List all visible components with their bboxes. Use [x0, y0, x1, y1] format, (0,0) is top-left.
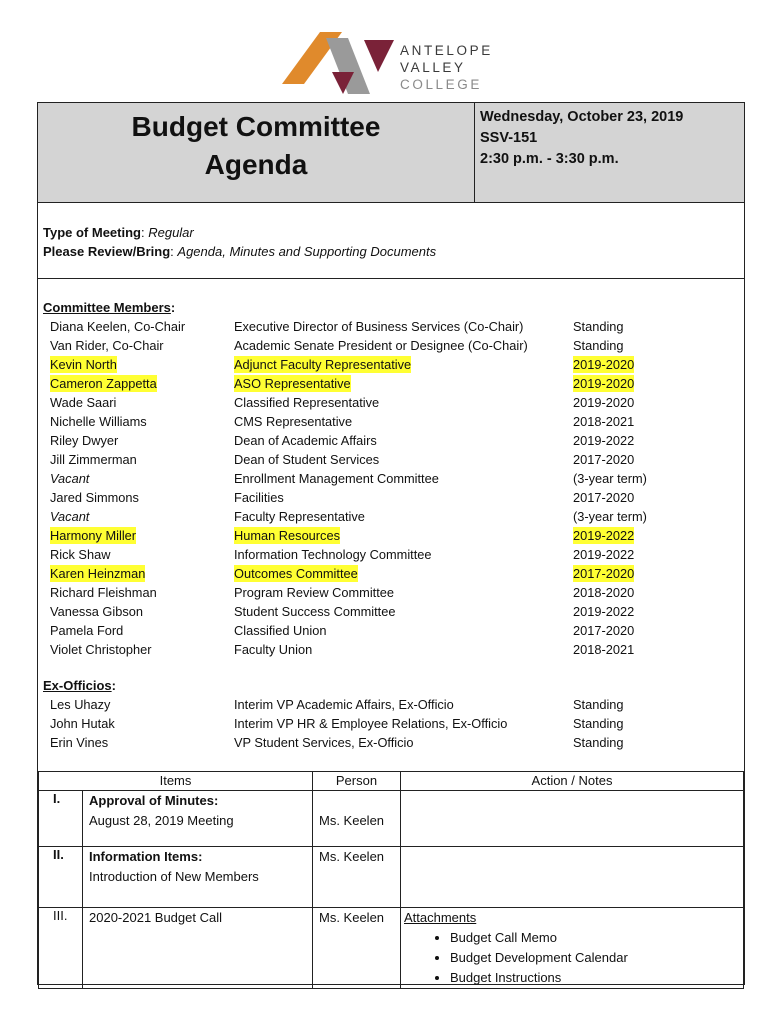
member-term: Standing — [573, 319, 624, 334]
agenda-document — [37, 102, 745, 985]
item-cell — [83, 847, 313, 908]
notes-column-header: Action / Notes — [401, 772, 744, 791]
person-column-header: Person — [313, 772, 401, 791]
member-name: Jill Zimmerman — [50, 452, 137, 467]
member-row — [50, 489, 740, 508]
ex-officios-heading: Ex-Officios: — [43, 678, 116, 693]
member-name: Van Rider, Co-Chair — [50, 338, 164, 353]
member-role: ASO Representative — [234, 376, 351, 391]
agenda-header-row — [39, 772, 744, 791]
member-row — [50, 432, 740, 451]
member-term: 2019-2020 — [573, 376, 635, 391]
meeting-time: 2:30 p.m. - 3:30 p.m. — [480, 151, 619, 167]
member-row — [50, 603, 740, 622]
section-divider — [38, 278, 744, 279]
member-name: Diana Keelen, Co-Chair — [50, 319, 186, 334]
agenda-row — [39, 791, 744, 847]
member-role: Enrollment Management Committee — [234, 471, 439, 486]
member-term: 2017-2020 — [573, 452, 635, 467]
member-role: Program Review Committee — [234, 585, 395, 600]
member-name: Vanessa Gibson — [50, 604, 143, 619]
member-name: Karen Heinzman — [50, 566, 146, 581]
item-notes — [401, 791, 744, 847]
committee-members-list — [50, 318, 740, 660]
member-term: 2019-2022 — [573, 604, 635, 619]
member-term: 2019-2022 — [573, 433, 635, 448]
member-row — [50, 451, 740, 470]
member-row — [50, 527, 740, 546]
member-row — [50, 318, 740, 337]
member-row — [50, 413, 740, 432]
committee-members-heading: Committee Members: — [43, 300, 176, 315]
member-name: Les Uhazy — [50, 697, 111, 712]
member-row — [50, 337, 740, 356]
member-role: Interim VP Academic Affairs, Ex-Officio — [234, 697, 454, 712]
member-term: Standing — [573, 716, 624, 731]
member-row — [50, 734, 740, 753]
member-row — [50, 394, 740, 413]
member-row — [50, 696, 740, 715]
member-row — [50, 546, 740, 565]
member-term: 2017-2020 — [573, 490, 635, 505]
member-role: Interim VP HR & Employee Relations, Ex-Officio — [234, 716, 508, 731]
member-name: Jared Simmons — [50, 490, 139, 505]
member-role: Executive Director of Business Services (Co-Chair) — [234, 319, 524, 334]
member-term: (3-year term) — [573, 509, 647, 524]
member-term: (3-year term) — [573, 471, 647, 486]
agenda-row — [39, 908, 744, 989]
member-name: Wade Saari — [50, 395, 117, 410]
logo-line-1: ANTELOPE — [400, 43, 493, 58]
member-role: VP Student Services, Ex-Officio — [234, 735, 414, 750]
item-title: Approval of Minutes: — [89, 793, 219, 808]
item-title: 2020-2021 Budget Call — [83, 908, 313, 989]
member-term: Standing — [573, 735, 624, 750]
member-term: Standing — [573, 338, 624, 353]
member-name: Vacant — [50, 471, 90, 486]
logo-wordmark — [400, 42, 493, 93]
meeting-bring: Please Review/Bring: Agenda, Minutes and Supporting Documents — [43, 244, 437, 259]
member-role: Adjunct Faculty Representative — [234, 357, 412, 372]
title-line-2: Agenda — [204, 149, 308, 180]
member-name: John Hutak — [50, 716, 115, 731]
member-role: CMS Representative — [234, 414, 353, 429]
member-row — [50, 641, 740, 660]
title-line-1: Budget Committee — [131, 111, 381, 142]
member-name: Cameron Zappetta — [50, 376, 157, 391]
member-name: Vacant — [50, 509, 90, 524]
member-term: 2019-2022 — [573, 547, 635, 562]
member-row — [50, 356, 740, 375]
attachments-list — [404, 928, 743, 988]
member-role: Dean of Academic Affairs — [234, 433, 377, 448]
item-number: I. — [39, 791, 83, 847]
member-term: 2019-2022 — [573, 528, 635, 543]
member-row — [50, 470, 740, 489]
member-role: Classified Representative — [234, 395, 380, 410]
member-row — [50, 715, 740, 734]
member-role: Human Resources — [234, 528, 340, 543]
member-row — [50, 565, 740, 584]
member-role: Faculty Representative — [234, 509, 365, 524]
member-term: 2018-2020 — [573, 585, 635, 600]
member-row — [50, 622, 740, 641]
attachment-item: • Budget Development Calendar — [450, 948, 743, 968]
meeting-details — [480, 107, 683, 170]
member-name: Harmony Miller — [50, 528, 137, 543]
member-role: Faculty Union — [234, 642, 313, 657]
item-notes — [401, 847, 744, 908]
member-row — [50, 508, 740, 527]
agenda-table — [38, 771, 744, 989]
meeting-date: Wednesday, October 23, 2019 — [480, 109, 684, 125]
member-name: Erin Vines — [50, 735, 109, 750]
item-person: Ms. Keelen — [313, 908, 401, 989]
item-cell — [83, 791, 313, 847]
member-term: 2018-2021 — [573, 642, 635, 657]
member-term: 2017-2020 — [573, 566, 635, 581]
member-role: Information Technology Committee — [234, 547, 432, 562]
logo-line-2: VALLEY — [400, 60, 466, 75]
member-role: Outcomes Committee — [234, 566, 358, 581]
page-title — [38, 108, 474, 184]
member-name: Riley Dwyer — [50, 433, 119, 448]
item-number: II. — [39, 847, 83, 908]
item-title: Information Items: — [89, 849, 203, 864]
member-role: Classified Union — [234, 623, 327, 638]
member-name: Violet Christopher — [50, 642, 152, 657]
meeting-room: SSV-151 — [480, 130, 538, 146]
item-notes — [401, 908, 744, 989]
agenda-row — [39, 847, 744, 908]
member-role: Dean of Student Services — [234, 452, 380, 467]
meeting-type: Type of Meeting: Regular — [43, 225, 194, 240]
member-term: Standing — [573, 697, 624, 712]
member-term: 2019-2020 — [573, 357, 635, 372]
college-logo — [282, 32, 492, 102]
member-name: Kevin North — [50, 357, 117, 372]
item-subtitle: August 28, 2019 Meeting — [89, 813, 234, 828]
member-term: 2017-2020 — [573, 623, 635, 638]
member-name: Pamela Ford — [50, 623, 124, 638]
member-term: 2019-2020 — [573, 395, 635, 410]
agenda-header — [38, 103, 744, 203]
member-name: Nichelle Williams — [50, 414, 147, 429]
attachments-label: Attachments — [404, 910, 477, 925]
member-name: Richard Fleishman — [50, 585, 157, 600]
logo-mark-icon — [282, 32, 400, 102]
member-role: Academic Senate President or Designee (Co-Chair) — [234, 338, 528, 353]
member-row — [50, 375, 740, 394]
attachment-item: • Budget Call Memo — [450, 928, 743, 948]
member-role: Student Success Committee — [234, 604, 396, 619]
member-row — [50, 584, 740, 603]
items-column-header: Items — [39, 772, 313, 791]
item-person: Ms. Keelen — [313, 791, 401, 847]
member-role: Facilities — [234, 490, 284, 505]
ex-officios-list — [50, 696, 740, 753]
member-name: Rick Shaw — [50, 547, 111, 562]
item-person: Ms. Keelen — [313, 847, 401, 908]
logo-line-3: COLLEGE — [400, 77, 482, 92]
attachment-item: • Budget Instructions — [450, 968, 743, 988]
member-term: 2018-2021 — [573, 414, 635, 429]
header-divider — [474, 103, 475, 202]
item-subtitle: Introduction of New Members — [89, 869, 259, 884]
item-number: III. — [39, 908, 83, 989]
meeting-info — [43, 223, 436, 261]
